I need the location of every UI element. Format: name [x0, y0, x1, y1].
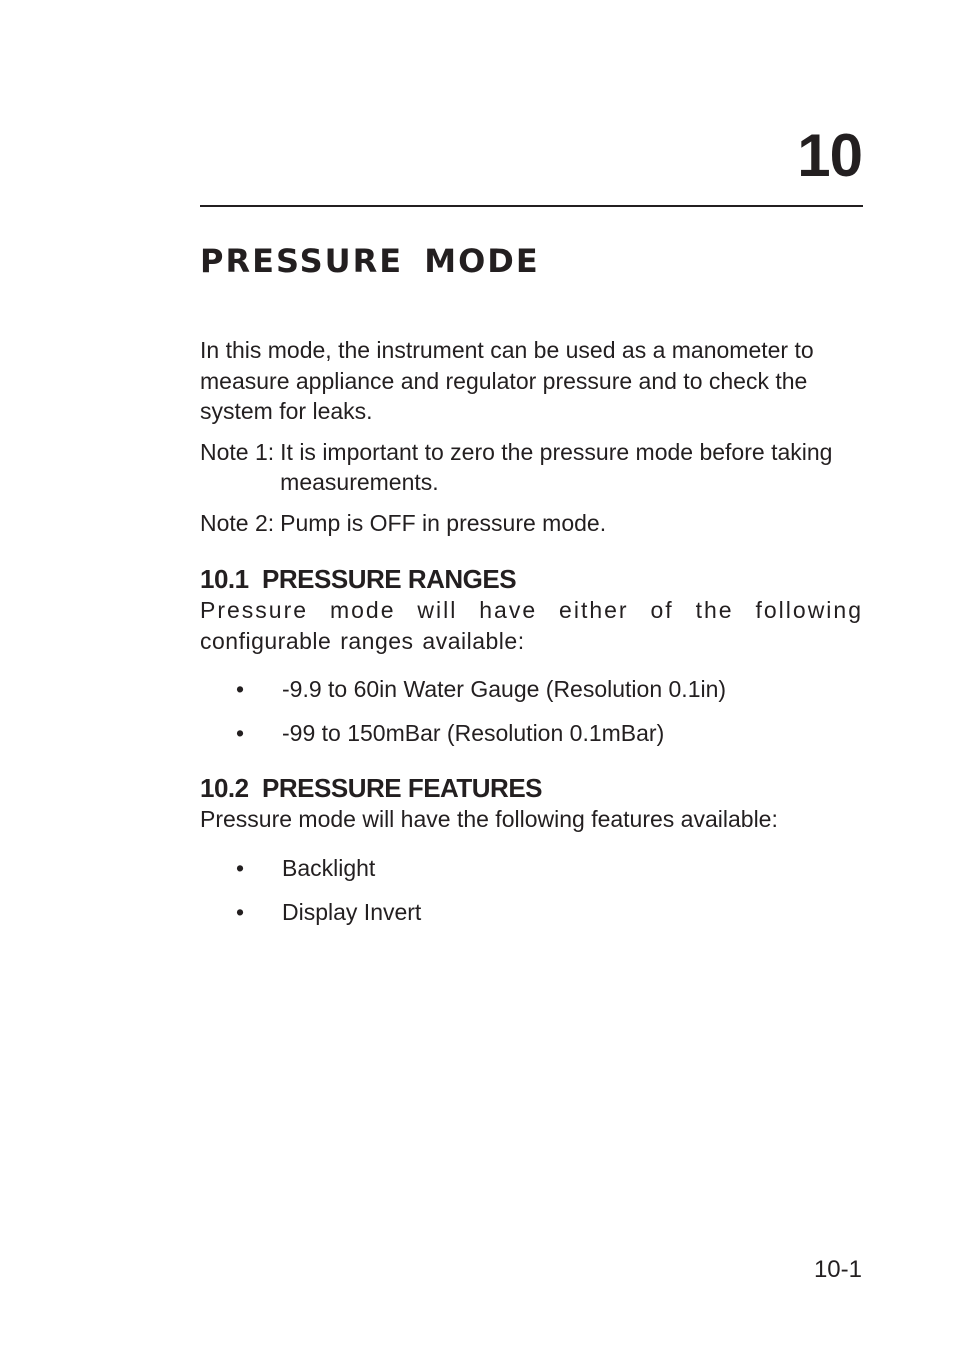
bullet-mark: • [236, 720, 245, 746]
page-content [200, 335, 863, 941]
pressure-ranges-list [200, 674, 863, 748]
chapter-divider [200, 205, 863, 207]
page-number: 10-1 [813, 1256, 862, 1283]
list-item [200, 718, 863, 748]
section-body-pressure-features: Pressure mode will have the following features available: [200, 806, 778, 832]
intro-paragraph: In this mode, the instrument can be used as a manometer to measure appliance and regulator pressure and to check the system for leaks. [200, 337, 814, 424]
list-item-text: -99 to 150mBar (Resolution 0.1mBar) [282, 720, 665, 746]
list-item-text: -9.9 to 60in Water Gauge (Resolution 0.1in) [282, 676, 727, 702]
list-item [200, 853, 863, 883]
chapter-title: PRESSURE MODE [200, 242, 540, 280]
pressure-features-list [200, 853, 863, 927]
note-label: Note 2: [200, 509, 275, 536]
bullet-mark: • [236, 898, 245, 925]
bullet-mark: • [236, 854, 245, 881]
note-2 [200, 508, 863, 539]
section-body-pressure-ranges [200, 595, 863, 656]
section-heading-pressure-features: 10.2 PRESSURE FEATURES [200, 773, 543, 803]
note-label: Note 1: [200, 438, 275, 465]
section-heading-pressure-ranges: 10.1 PRESSURE RANGES [200, 564, 517, 594]
chapter-number: 10 [797, 122, 862, 189]
note-1 [200, 437, 863, 498]
bullet-mark: • [236, 676, 245, 702]
list-item-text: Display Invert [282, 898, 422, 925]
body-line: Pressure mode will have either of the following [200, 597, 863, 623]
body-line: configurable ranges available: [200, 627, 525, 654]
list-item [200, 674, 863, 704]
note-text: Pump is OFF in pressure mode. [280, 509, 607, 536]
list-item [200, 897, 863, 927]
list-item-text: Backlight [282, 854, 376, 881]
note-text: It is important to zero the pressure mode before taking measurements. [280, 438, 833, 495]
